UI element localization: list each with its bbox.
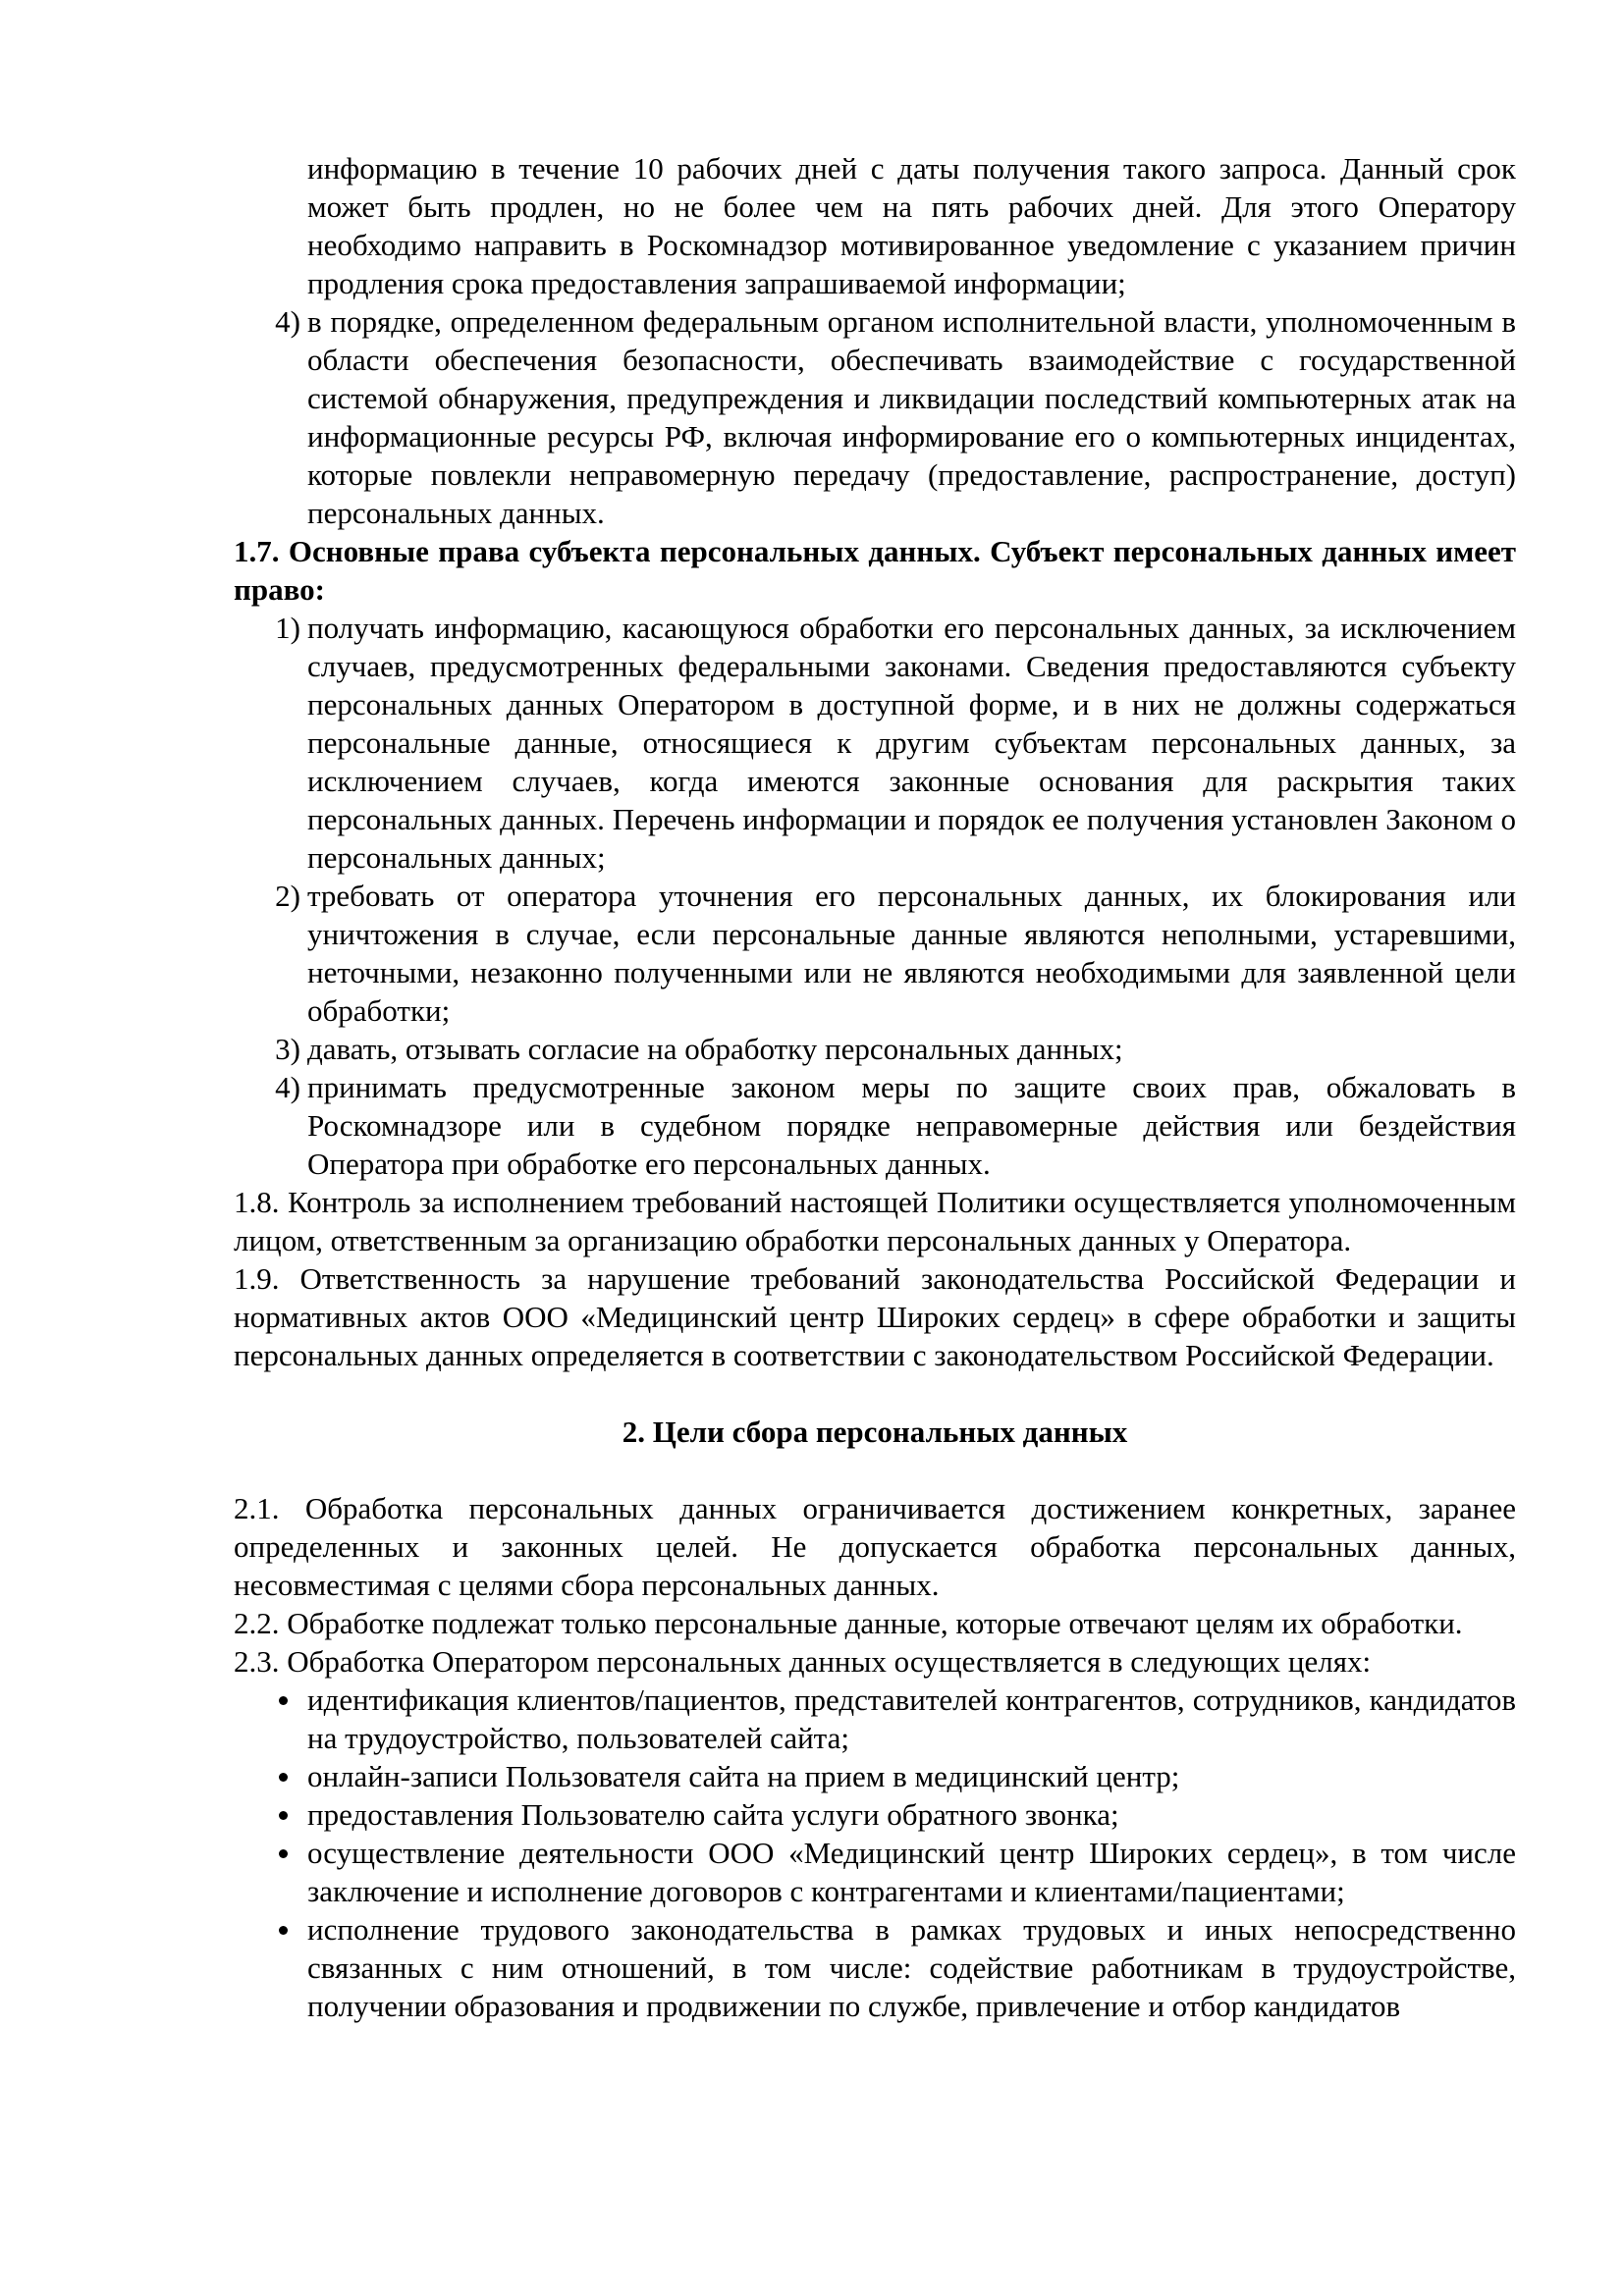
bullet-item: [234, 1795, 1516, 1834]
list-item-number: 2): [275, 879, 300, 913]
bullet-item: [234, 1910, 1516, 2025]
bullet-item-text: предоставления Пользователю сайта услуги обратного звонка;: [307, 1797, 1119, 1832]
bullet-icon: [279, 1926, 288, 1935]
section-2-title: 2. Цели сбора персональных данных: [622, 1415, 1128, 1449]
bullet-icon: [279, 1849, 288, 1858]
paragraph-1-8: 1.8. Контроль за исполнением требований настоящей Политики осуществляется уполномоченным лицом, ответственным за организацию обработки персональных данных у Оператора.: [234, 1185, 1516, 1257]
list-item-number: 3): [275, 1032, 300, 1066]
bullet-icon: [279, 1773, 288, 1782]
list-item: [234, 1030, 1516, 1068]
list-item-text: требовать от оператора уточнения его персональных данных, их блокирования или уничтожения в случае, если персональные данные являются неполными, устаревшими, неточными, незаконно полученными или не являются необходимыми для заявленной цели обработки;: [307, 879, 1516, 1028]
bullet-icon: [279, 1696, 288, 1705]
list-item: [234, 877, 1516, 1030]
bullet-item-text: идентификация клиентов/пациентов, представителей контрагентов, сотрудников, кандидатов на трудоустройство, пользователей сайта;: [307, 1682, 1516, 1755]
list-item-text: принимать предусмотренные законом меры по защите своих прав, обжаловать в Роскомнадзоре или в судебном порядке неправомерные действия или бездействия Оператора при обработке его персональных данных.: [307, 1070, 1516, 1181]
paragraph-2-1: 2.1. Обработка персональных данных ограничивается достижением конкретных, заранее определенных и законных целей. Не допускается обработка персональных данных, несовместимая с целями сбора персональных данных.: [234, 1491, 1516, 1602]
list-item-number: 1): [275, 611, 300, 645]
paragraph-2-2: 2.2. Обработке подлежат только персональные данные, которые отвечают целям их обработки.: [234, 1606, 1463, 1640]
bullet-item: [234, 1834, 1516, 1910]
bullet-icon: [279, 1811, 288, 1820]
list-item: [234, 609, 1516, 877]
document-body: [234, 149, 1516, 2025]
section-1-7-heading: 1.7. Основные права субъекта персональных данных. Субъект персональных данных имеет право:: [234, 534, 1516, 607]
bullet-item: [234, 1757, 1516, 1795]
paragraph-2-3: 2.3. Обработка Оператором персональных данных осуществляется в следующих целях:: [234, 1644, 1372, 1679]
paragraph-1-9: 1.9. Ответственность за нарушение требований законодательства Российской Федерации и нормативных актов ООО «Медицинский центр Широких сердец» в сфере обработки и защиты персональных данных определяется в соответствии с законодательством Российской Федерации.: [234, 1261, 1516, 1372]
bullet-item-text: осуществление деятельности ООО «Медицинский центр Широких сердец», в том числе заключение и исполнение договоров с контрагентами и клиентами/пациентами;: [307, 1836, 1516, 1908]
list-item: [234, 302, 1516, 532]
list-item-text: в порядке, определенном федеральным органом исполнительной власти, уполномоченным в области обеспечения безопасности, обеспечивать взаимодействие с государственной системой обнаружения, предупреждения и ликвидации последствий компьютерных атак на информационные ресурсы РФ, включая информирование его о компьютерных инцидентах, которые повлекли неправомерную передачу (предоставление, распространение, доступ) персональных данных.: [307, 304, 1516, 530]
list-item-number: 4): [275, 304, 300, 339]
bullet-item-text: онлайн-записи Пользователя сайта на прием в медицинский центр;: [307, 1759, 1180, 1793]
bullet-item-text: исполнение трудового законодательства в рамках трудовых и иных непосредственно связанных с ним отношений, в том числе: содействие работникам в трудоустройстве, получении образования и продвижении по службе, привлечение и отбор кандидатов: [307, 1912, 1516, 2023]
list-item-text: получать информацию, касающуюся обработки его персональных данных, за исключением случаев, предусмотренных федеральными законами. Сведения предоставляются субъекту персональных данных Оператором в доступной форме, и в них не должны содержаться персональные данные, относящиеся к другим субъектам персональных данных, за исключением случаев, когда имеются законные основания для раскрытия таких персональных данных. Перечень информации и порядок ее получения установлен Законом о персональных данных;: [307, 611, 1516, 875]
list-item-number: 4): [275, 1070, 300, 1104]
continued-paragraph: информацию в течение 10 рабочих дней с даты получения такого запроса. Данный срок может быть продлен, но не более чем на пять рабочих дней. Для этого Оператору необходимо направить в Роскомнадзор мотивированное уведомление с указанием причин продления срока предоставления запрашиваемой информации;: [307, 151, 1516, 300]
bullet-item: [234, 1681, 1516, 1757]
list-item: [234, 1068, 1516, 1183]
list-item-text: давать, отзывать согласие на обработку персональных данных;: [307, 1032, 1123, 1066]
